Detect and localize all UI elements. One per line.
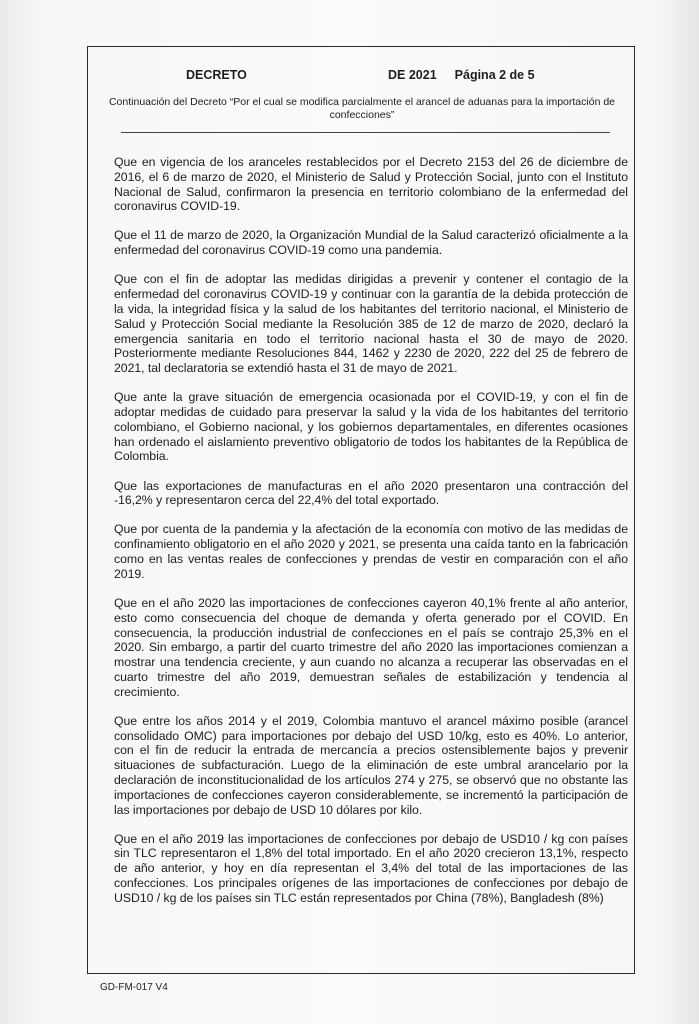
document-body [114, 155, 628, 920]
paragraph: Que ante la grave situación de emergencia ocasionada por el COVID-19, y con el fin de adoptar medidas de cuidado para preservar la salud y la vida de los habitantes del territorio colombiano, el Gobierno nacional, y los gobiernos departamentales, en diferentes ocasiones han ordenado el aislamiento preventivo obligatorio de todos los habitantes de la República de Colombia. [114, 390, 628, 464]
decree-label: DECRETO [186, 68, 247, 82]
decree-year: DE 2021 [388, 68, 437, 82]
paragraph: Que entre los años 2014 y el 2019, Colombia mantuvo el arancel máximo posible (arancel consolidado OMC) para importaciones por debajo del USD 10/kg, esto es 40%. Lo anterior, con el fin de reducir la entrada de mercancía a precios ostensiblemente bajos y prevenir situaciones de subfacturación. Luego de la eliminación de este umbral arancelario por la declaración de inconstitucionalidad de los artículos 274 y 275, se observó que no obstante las importaciones de confecciones cayeron considerablemente, se incrementó la participación de las importaciones por debajo de USD 10 dólares por kilo. [114, 713, 628, 817]
paragraph: Que en el año 2019 las importaciones de confecciones por debajo de USD10 / kg con países sin TLC representaron el 1,8% del total importado. En el año 2020 crecieron 13,1%, respecto de año anterior, y hoy en día representan el 3,4% del total de las importaciones de las confecciones. Los principales orígenes de las importaciones de confecciones por debajo de USD10 / kg de los países sin TLC están representados por China (78%), Bangladesh (8%) [114, 831, 628, 905]
paragraph: Que por cuenta de la pandemia y la afectación de la economía con motivo de las medidas de confinamiento obligatorio en el año 2020 y 2021, se presenta una caída tanto en la fabricación como en las ventas reales de confecciones y prendas de vestir en comparación con el año 2019. [114, 522, 628, 581]
paragraph: Que en el año 2020 las importaciones de confecciones cayeron 40,1% frente al año anterior, esto como consecuencia del choque de demanda y oferta generado por el COVID. En consecuencia, la producción industrial de confecciones en el país se contrajo 25,3% en el 2020. Sin embargo, a partir del cuarto trimestre del año 2020 las importaciones comienzan a mostrar una tendencia creciente, y aun cuando no alcanza a recuperar las observadas en el cuarto trimestre del año 2019, demuestran señales de estabilización y tendencia al crecimiento. [114, 595, 628, 699]
header-divider [121, 132, 610, 133]
paragraph: Que con el fin de adoptar las medidas dirigidas a prevenir y contener el contagio de la enfermedad del coronavirus COVID-19 y continuar con la garantía de la debida protección de la vida, la integridad física y la salud de los habitantes del territorio nacional, el Ministerio de Salud y Protección Social mediante la Resolución 385 de 12 de marzo de 2020, declaró la emergencia sanitaria en todo el territorio nacional hasta el 30 de mayo de 2020. Posteriormente mediante Resoluciones 844, 1462 y 2230 de 2020, 222 del 25 de febrero de 2021, tal declaratoria se extendió hasta el 31 de mayo de 2021. [114, 272, 628, 376]
decree-subtitle: Continuación del Decreto “Por el cual se modifica parcialmente el arancel de aduanas para la importación de confecciones” [108, 96, 616, 121]
form-code: GD-FM-017 V4 [100, 982, 168, 993]
paragraph: Que en vigencia de los aranceles restablecidos por el Decreto 2153 del 26 de diciembre de 2016, el 6 de marzo de 2020, el Ministerio de Salud y Protección Social, junto con el Instituto Nacional de Salud, confirmaron la presencia en territorio colombiano de la enfermedad del coronavirus COVID-19. [114, 155, 628, 214]
paragraph: Que el 11 de marzo de 2020, la Organización Mundial de la Salud caracterizó oficialmente a la enfermedad del coronavirus COVID-19 como una pandemia. [114, 228, 628, 258]
page-number: Página 2 de 5 [454, 68, 535, 82]
header-right [388, 68, 535, 82]
paragraph: Que las exportaciones de manufacturas en el año 2020 presentaron una contracción del -16,2% y representaron cerca del 22,4% del total exportado. [114, 478, 628, 508]
